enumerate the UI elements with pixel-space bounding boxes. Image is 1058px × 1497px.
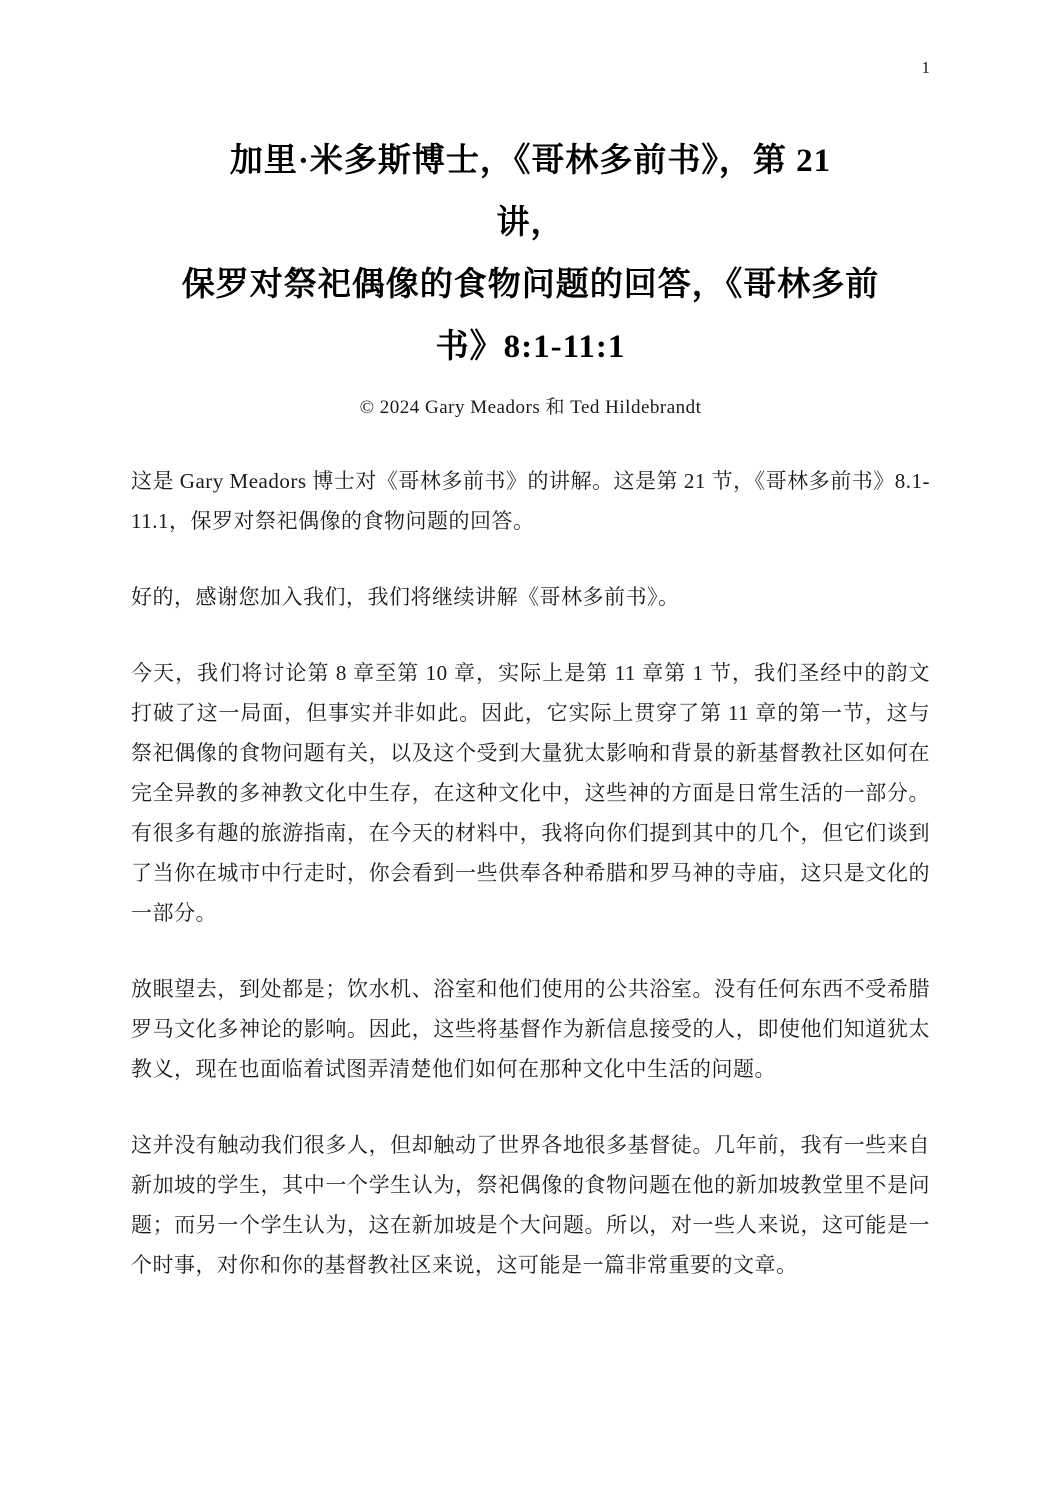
- paragraph: 好的，感谢您加入我们，我们将继续讲解《哥林多前书》。: [131, 585, 680, 609]
- title-line-4: 书》8:1-11:1: [435, 329, 626, 365]
- paragraph: 这是 Gary Meadors 博士对《哥林多前书》的讲解。这是第 21 节，《哥林多前书》8.1-11.1，保罗对祭祀偶像的食物问题的回答。: [131, 469, 930, 533]
- title-line-3: 保罗对祭祀偶像的食物问题的回答，《哥林多前: [181, 267, 880, 303]
- title-line-1: 加里·米多斯博士，《哥林多前书》，第 21: [229, 143, 832, 179]
- document-body: [131, 461, 930, 1285]
- copyright-notice: © 2024 Gary Meadors 和 Ted Hildebrandt: [359, 397, 702, 418]
- document-title: [131, 130, 930, 378]
- paragraph: 这并没有触动我们很多人，但却触动了世界各地很多基督徒。几年前，我有一些来自新加坡的学生，其中一个学生认为，祭祀偶像的食物问题在他的新加坡教堂里不是问题；而另一个学生认为，这在新加坡是个大问题。所以，对一些人来说，这可能是一个时事，对你和你的基督教社区来说，这可能是一篇非常重要的文章。: [131, 1133, 930, 1277]
- paragraph: 放眼望去，到处都是；饮水机、浴室和他们使用的公共浴室。没有任何东西不受希腊罗马文化多神论的影响。因此，这些将基督作为新信息接受的人，即使他们知道犹太教义，现在也面临着试图弄清楚他们如何在那种文化中生活的问题。: [131, 977, 930, 1081]
- title-line-2: 讲，: [496, 205, 565, 241]
- page-number: 1: [921, 58, 930, 77]
- paragraph: 今天，我们将讨论第 8 章至第 10 章，实际上是第 11 章第 1 节，我们圣经中的韵文打破了这一局面，但事实并非如此。因此，它实际上贯穿了第 11 章的第一节，这与祭祀偶像的食物问题有关，以及这个受到大量犹太影响和背景的新基督教社区如何在完全异教的多神教文化中生存，在这种文化中，这些神的方面是日常生活的一部分。有很多有趣的旅游指南，在今天的材料中，我将向你们提到其中的几个，但它们谈到了当你在城市中行走时，你会看到一些供奉各种希腊和罗马神的寺庙，这只是文化的一部分。: [131, 661, 930, 925]
